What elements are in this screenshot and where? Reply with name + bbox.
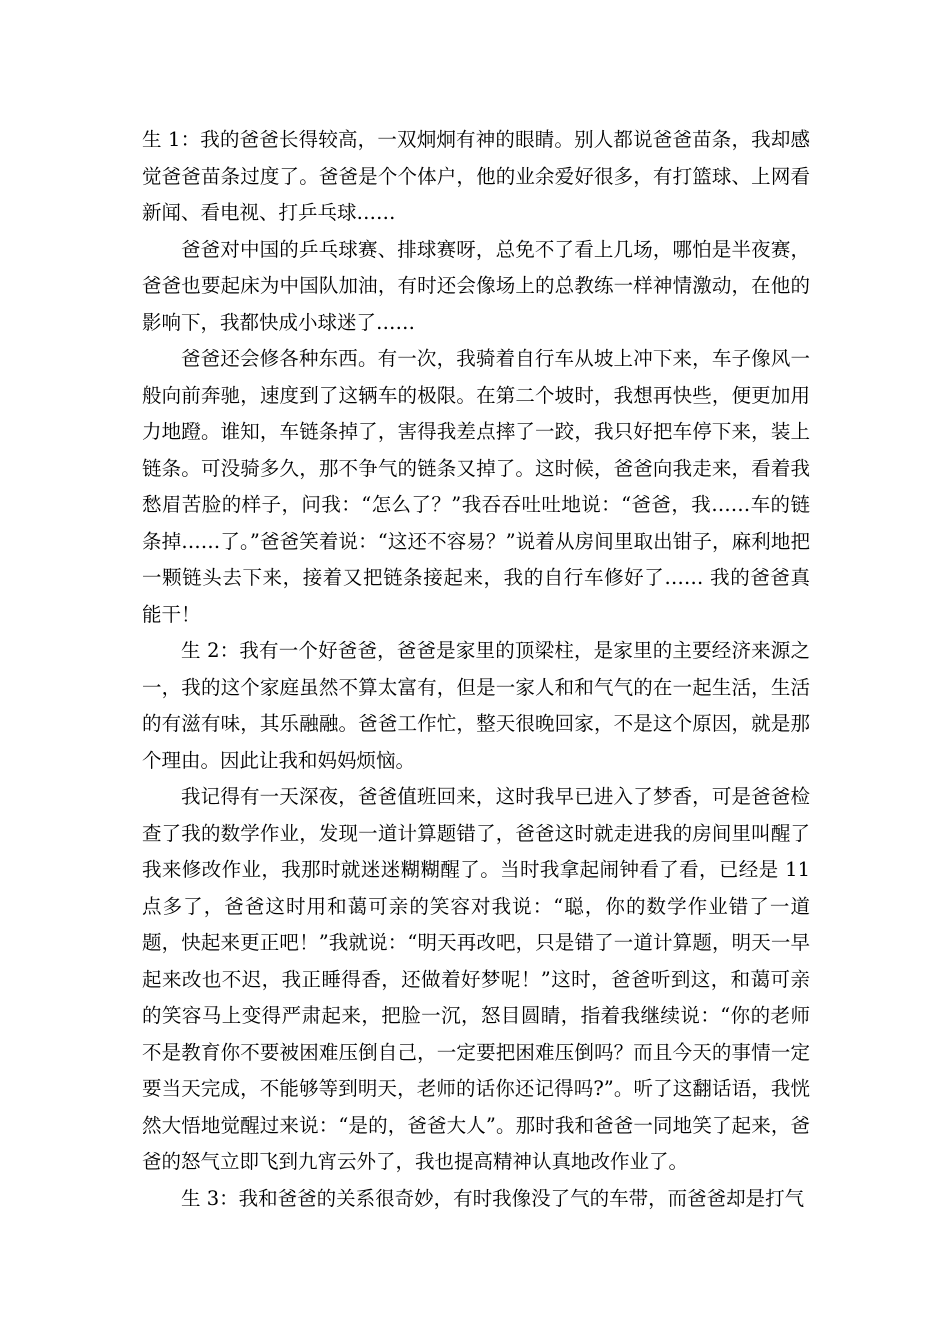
paragraph-student-3-intro: 生 3：我和爸爸的关系很奇妙，有时我像没了气的车带，而爸爸却是打气	[181, 1186, 805, 1210]
paragraph-homework-night: 我记得有一天深夜，爸爸值班回来，这时我早已进入了梦香，可是爸爸检查了我的数学作业，发现一道计算题错了，爸爸这时就走进我的房间里叫醒了我来修改作业，我那时就迷迷糊糊醒了。当时我拿起闹钟看了看，已经是 11 点多了，爸爸这时用和蔼可亲的笑容对我说：“聪，你的数学作业错了一道题，快起来更正吧！”我就说：“明天再改吧，只是错了一道计算题，明天一早起来改也不迟，我正睡得香，还做着好梦呢！”这时，爸爸听到这，和蔼可亲的笑容马上变得严肃起来，把脸一沉，怒目圆睛，指着我继续说：“你的老师不是教育你不要被困难压倒自己，一定要把困难压倒吗？而且今天的事情一定要当天完成，不能够等到明天，老师的话你还记得吗?”。听了这翻话语，我恍然大悟地觉醒过来说：“是的，爸爸大人”。那时我和爸爸一同地笑了起来，爸爸的怒气立即飞到九宵云外了，我也提高精神认真地改作业了。	[142, 785, 810, 1173]
paragraph-student-1-intro: 生 1：我的爸爸长得较高，一双炯炯有神的眼睛。别人都说爸爸苗条，我却感觉爸爸苗条过度了。爸爸是个个体户，他的业余爱好很多，有打篮球、上网看新闻、看电视、打乒乓球……	[142, 128, 810, 224]
paragraph-student-2-intro: 生 2：我有一个好爸爸，爸爸是家里的顶梁柱，是家里的主要经济来源之一，我的这个家庭虽然不算太富有，但是一家人和和气气的在一起生活，生活的有滋有味，其乐融融。爸爸工作忙，整天很晚回家，不是这个原因，就是那个理由。因此让我和妈妈烦恼。	[142, 639, 810, 772]
paragraph-ball-games: 爸爸对中国的乒乓球赛、排球赛呀，总免不了看上几场，哪怕是半夜赛，爸爸也要起床为中国队加油，有时还会像场上的总教练一样神情激动，在他的影响下，我都快成小球迷了……	[142, 237, 810, 334]
paragraph-bike-repair: 爸爸还会修各种东西。有一次，我骑着自行车从坡上冲下来，车子像风一般向前奔驰，速度到了这辆车的极限。在第二个坡时，我想再快些，便更加用力地蹬。谁知，车链条掉了，害得我差点摔了一跤，我只好把车停下来，装上链条。可没骑多久，那不争气的链条又掉了。这时候，爸爸向我走来，看着我愁眉苦脸的样子，问我：“怎么了？”我吞吞吐吐地说：“爸爸，我……车的链条掉……了。”爸爸笑着说：“这还不容易？”说着从房间里取出钳子，麻利地把一颗链头去下来，接着又把链条接起来，我的自行车修好了…… 我的爸爸真能干！	[142, 347, 810, 626]
document-page	[142, 122, 810, 1217]
